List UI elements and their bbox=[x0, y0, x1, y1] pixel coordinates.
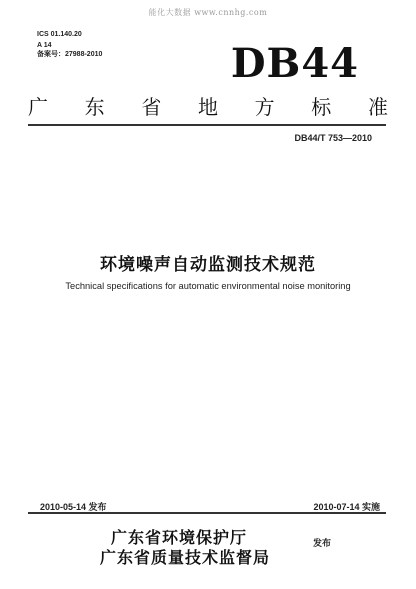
standard-type-char: 准 bbox=[367, 95, 388, 119]
watermark: 能化大数据 www.cnnhg.com bbox=[148, 8, 268, 17]
standard-type-char: 广 bbox=[28, 95, 48, 119]
db44-logo: DB44 bbox=[230, 40, 359, 87]
standard-type-char: 方 bbox=[254, 95, 275, 119]
implement-date: 2010-07-14 实施 bbox=[313, 502, 380, 512]
issue-date: 2010-05-14 发布 bbox=[40, 502, 107, 512]
record-number: 备案号：27988-2010 bbox=[37, 51, 103, 58]
ics-code: ICS 01.140.20 bbox=[37, 31, 82, 38]
issued-label: 发布 bbox=[313, 539, 332, 549]
standard-type-char: 东 bbox=[84, 95, 105, 119]
standard-number: DB44/T 753—2010 bbox=[294, 133, 372, 143]
top-divider bbox=[28, 124, 386, 126]
standard-type-title bbox=[28, 91, 388, 120]
standard-type-char: 标 bbox=[311, 95, 332, 119]
publisher-environment: 广东省环境保护厅 bbox=[111, 528, 248, 547]
document-title-cn: 环境噪声自动监测技术规范 bbox=[100, 255, 316, 275]
publisher-quality: 广东省质量技术监督局 bbox=[100, 548, 271, 567]
classification-code: A 14 bbox=[37, 42, 52, 49]
standard-type-char: 省 bbox=[141, 95, 162, 119]
bottom-divider bbox=[28, 512, 386, 514]
document-title-en: Technical specifications for automatic environmental noise monitoring bbox=[65, 281, 351, 291]
standard-type-char: 地 bbox=[197, 95, 218, 119]
